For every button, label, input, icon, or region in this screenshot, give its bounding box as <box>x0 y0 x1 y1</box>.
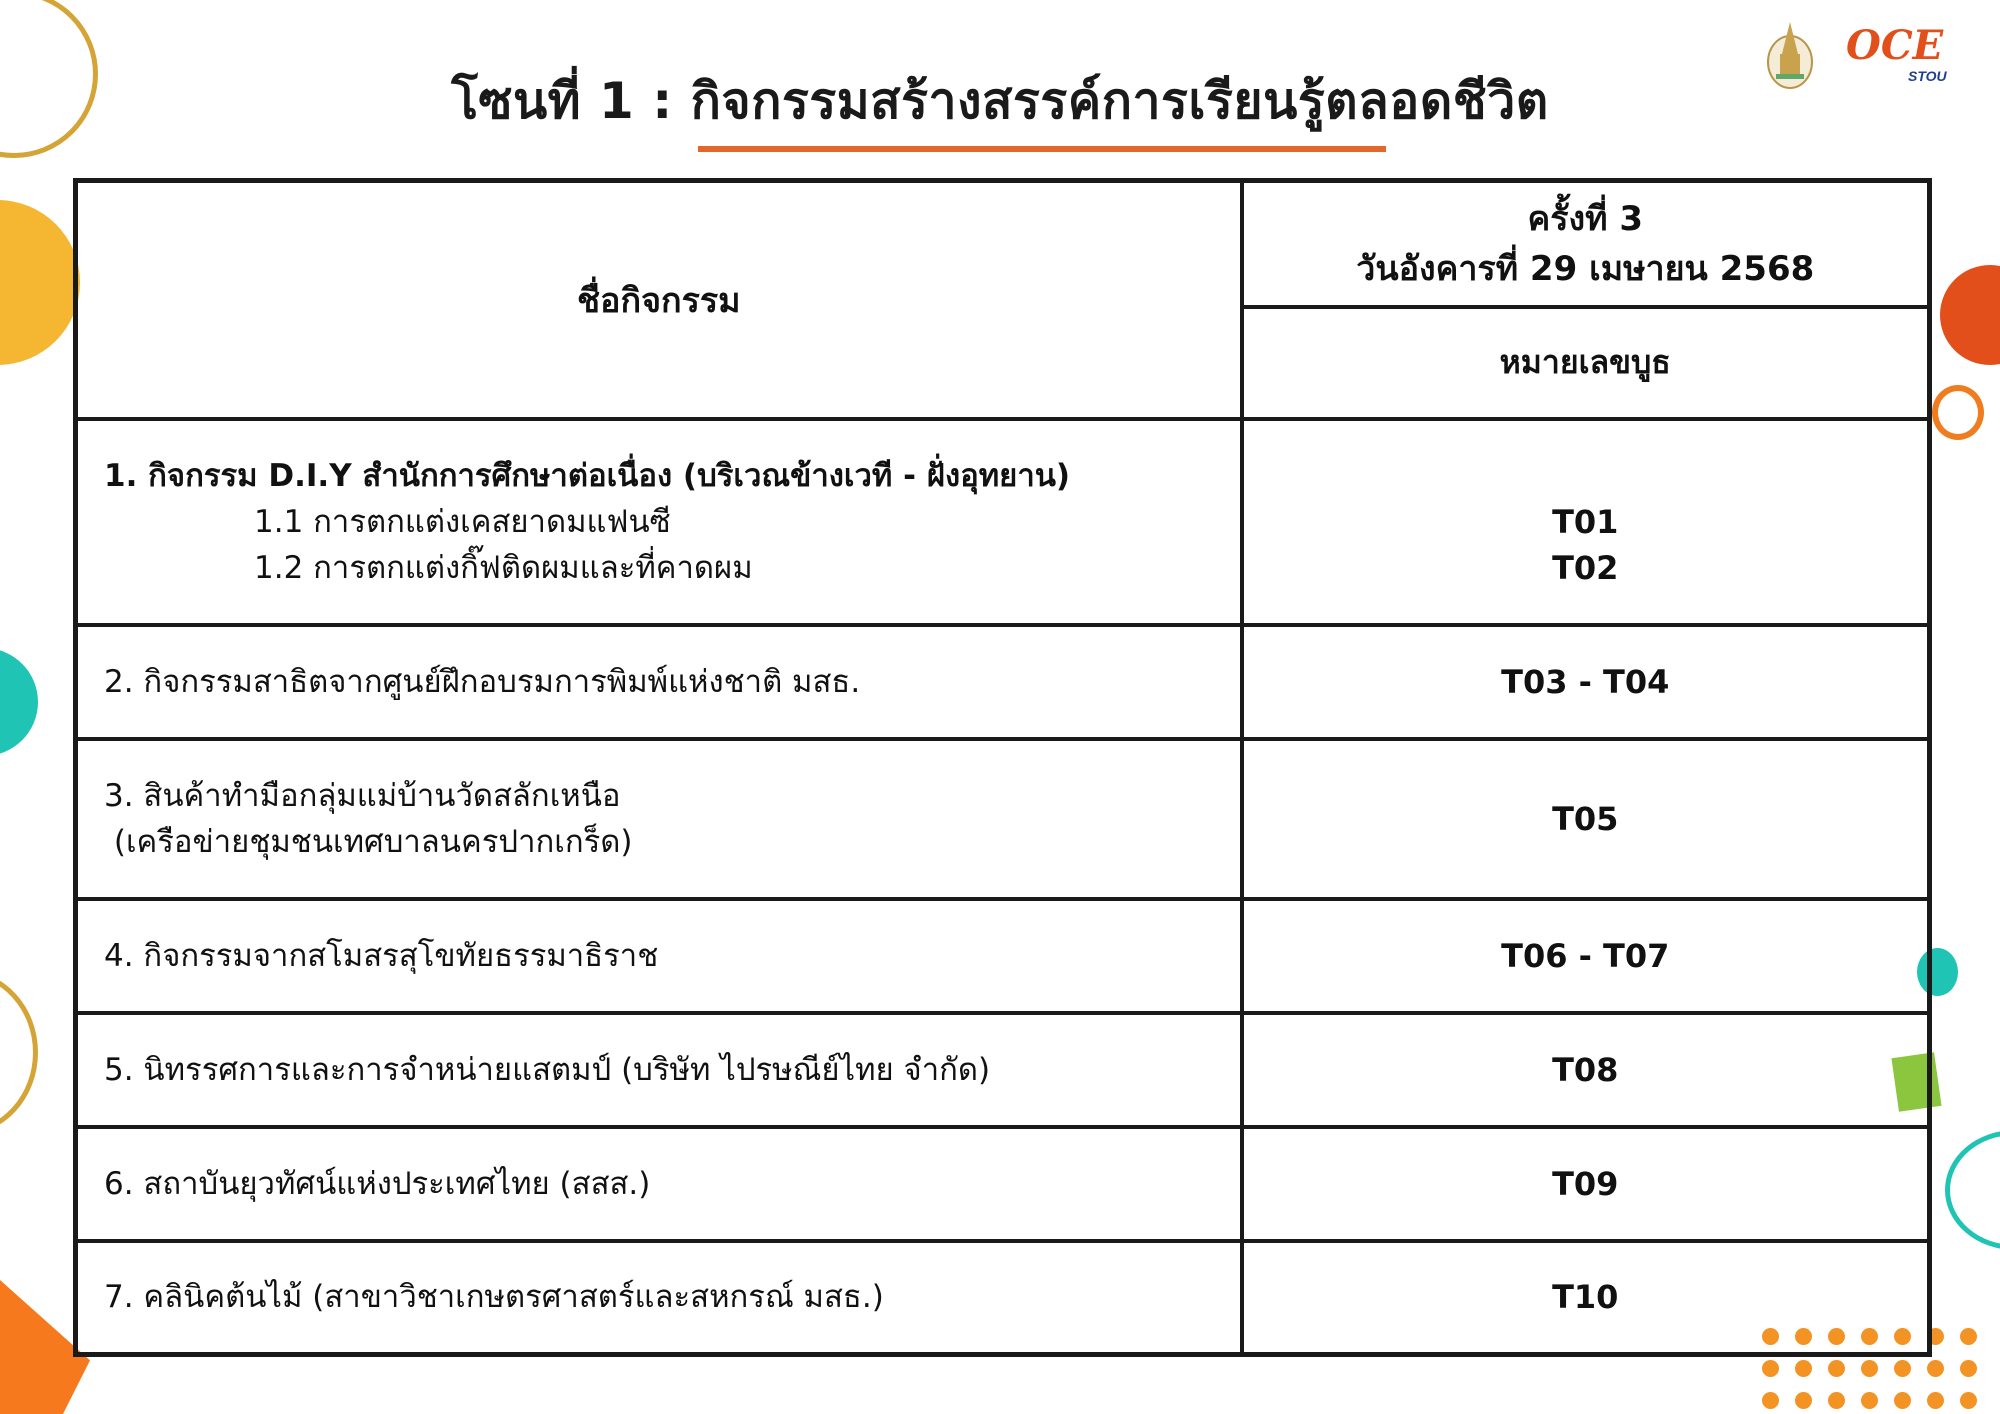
activity-table <box>73 178 1932 1357</box>
activity-subitem: 1.1 การตกแต่งเคสยาดมแฟนซี <box>254 503 671 540</box>
table-row <box>76 1013 1930 1127</box>
deco-ring-orange-right <box>1932 385 1984 440</box>
header-session-label: ครั้งที่ 3 <box>1527 198 1643 239</box>
booth-number: T02 <box>1552 548 1619 587</box>
booth-number: T09 <box>1242 1127 1930 1241</box>
stou-logo-text: STOU <box>1908 68 1947 84</box>
table-row <box>76 899 1930 1013</box>
activity-title: 4. กิจกรรมจากสโมสรสุโขทัยธรรมาธิราช <box>104 937 659 974</box>
table-row <box>76 1241 1930 1355</box>
deco-circle-teal-left <box>0 648 38 756</box>
booth-number: T06 - T07 <box>1242 899 1930 1013</box>
oce-logo-text: OCE <box>1846 22 1944 69</box>
activity-cell <box>76 899 1242 1013</box>
booth-cell <box>1242 419 1930 625</box>
activity-title: 6. สถาบันยุวทัศน์แห่งประเทศไทย (สสส.) <box>104 1165 651 1202</box>
table-row <box>76 739 1930 899</box>
booth-number: T01 <box>1552 502 1619 541</box>
header-session <box>1242 181 1930 307</box>
table-row <box>76 1127 1930 1241</box>
header-activity-name: ชื่อกิจกรรม <box>76 181 1242 419</box>
deco-ring-left-bottom <box>0 970 38 1135</box>
activity-cell <box>76 1241 1242 1355</box>
deco-circle-yellow <box>0 200 80 365</box>
booth-number: T05 <box>1242 739 1930 899</box>
booth-number: T08 <box>1242 1013 1930 1127</box>
activity-cell <box>76 625 1242 739</box>
header-booth-number: หมายเลขบูธ <box>1242 307 1930 419</box>
activity-cell <box>76 419 1242 625</box>
activity-title: 1. กิจกรรม D.I.Y สำนักการศึกษาต่อเนื่อง (บริเวณข้างเวที - ฝั่งอุทยาน) <box>104 457 1071 494</box>
deco-circle-orange-right <box>1940 265 2000 365</box>
activity-cell <box>76 1127 1242 1241</box>
booth-number: T10 <box>1242 1241 1930 1355</box>
activity-title: 3. สินค้าทำมือกลุ่มแม่บ้านวัดสลักเหนือ <box>104 777 621 814</box>
activity-cell <box>76 739 1242 899</box>
header-session-date: วันอังคารที่ 29 เมษายน 2568 <box>1356 248 1815 289</box>
activity-title: 7. คลินิคต้นไม้ (สาขาวิชาเกษตรศาสตร์และสหกรณ์ มสธ.) <box>104 1279 884 1316</box>
activity-title-line2: (เครือข่ายชุมชนเทศบาลนครปากเกร็ด) <box>104 823 633 860</box>
table-row <box>76 625 1930 739</box>
title-underline <box>698 146 1386 152</box>
activity-title: 2. กิจกรรมสาธิตจากศูนย์ฝึกอบรมการพิมพ์แห่งชาติ มสธ. <box>104 663 861 700</box>
deco-ring-teal-right <box>1945 1130 2000 1250</box>
booth-number: T03 - T04 <box>1242 625 1930 739</box>
activity-cell <box>76 1013 1242 1127</box>
page-title: โซนที่ 1 : กิจกรรมสร้างสรรค์การเรียนรู้ตลอดชีวิต <box>451 72 1549 130</box>
activity-subitem: 1.2 การตกแต่งกิ๊ฟติดผมและที่คาดผม <box>254 549 753 586</box>
table-row <box>76 419 1930 625</box>
activity-title: 5. นิทรรศการและการจำหน่ายแสตมป์ (บริษัท ไปรษณีย์ไทย จำกัด) <box>104 1051 991 1088</box>
